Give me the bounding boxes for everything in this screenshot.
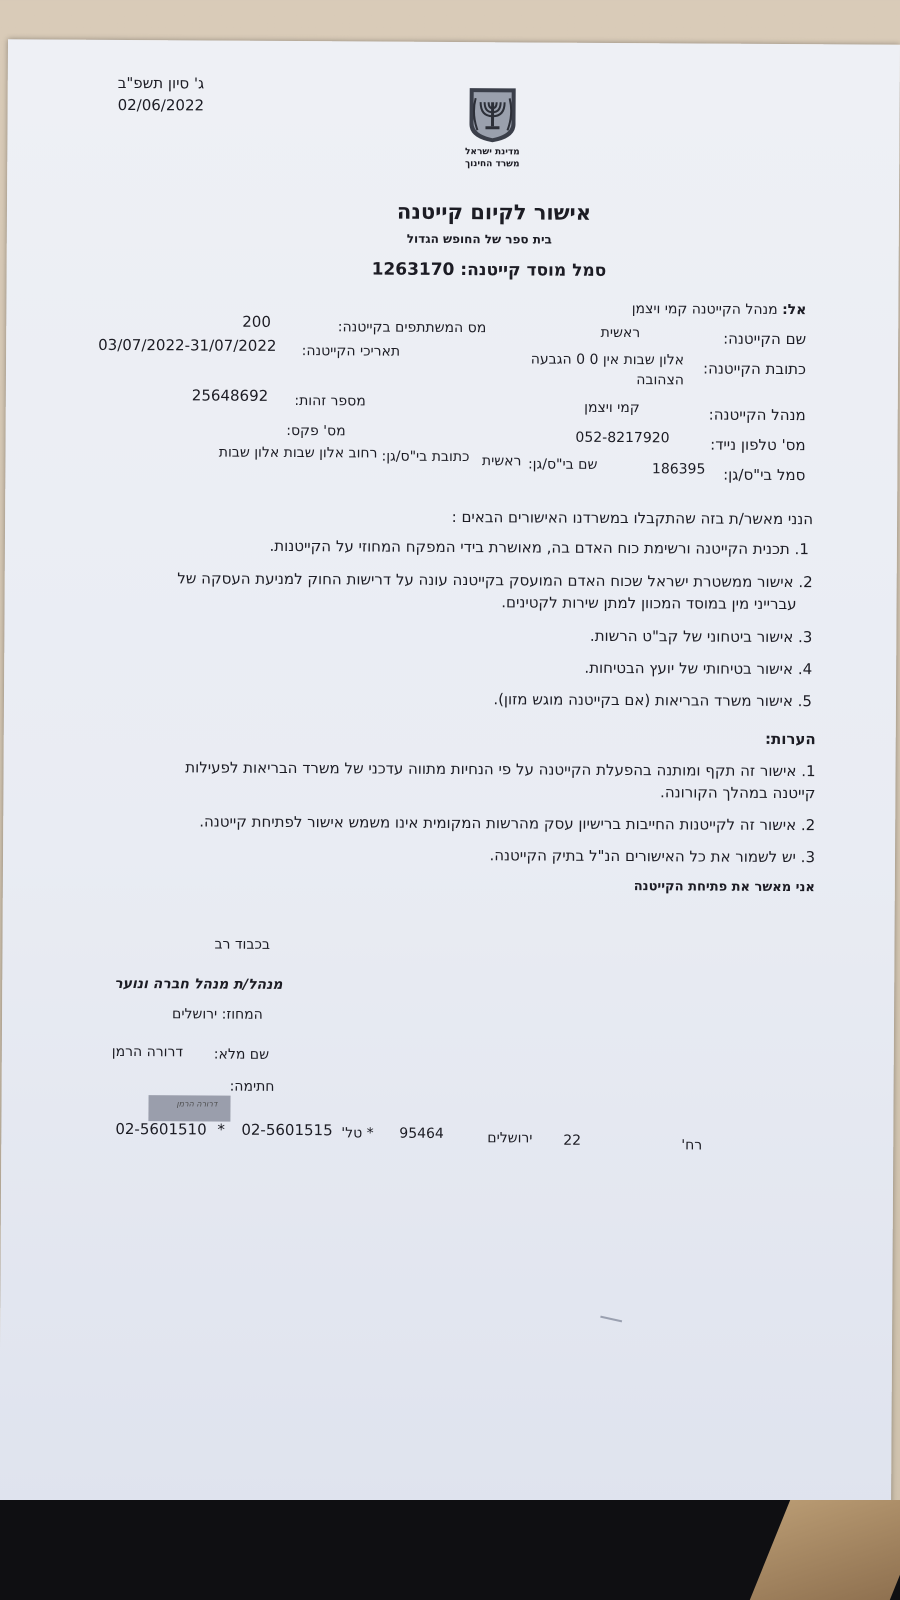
- footer-tel: 02-5601515: [241, 1120, 333, 1140]
- footer-tel-label: * טל': [341, 1125, 374, 1142]
- note-item-continued: קייטנה במהלך הקורונה.: [660, 783, 816, 803]
- footer-city: ירושלים: [487, 1130, 533, 1147]
- school-name-label: שם בי"ס/גן:: [527, 456, 598, 473]
- id-label: מספר זהות:: [294, 393, 366, 410]
- school-address-label: כתובת בי"ס/גן:: [381, 448, 470, 466]
- school-code-label: סמל בי"ס/גן:: [723, 465, 806, 485]
- document-page: [0, 39, 900, 1514]
- notes-label: הערות:: [764, 729, 816, 749]
- camp-address-label: כתובת הקייטנה:: [703, 359, 807, 379]
- approvals-intro: הנני מאשר/ת בזה שהתקבלו במשרדנו האישורים הבאים :: [451, 507, 814, 529]
- manager-value: קמי ויצמן: [584, 399, 640, 417]
- approval-item: 5. אישור משרד הבריאות (אם בקייטנה מוגש מזון).: [493, 690, 813, 711]
- footer-zip: 95464: [399, 1125, 444, 1142]
- note-item: 3. יש לשמור את כל האישורים הנ"ל בתיק הקייטנה.: [489, 846, 816, 867]
- school-address-value: רחוב אלון שבות אלון שבות: [218, 444, 378, 462]
- hebrew-date: ג' סיון תשפ"ב: [117, 73, 205, 93]
- mobile-value: 052-8217920: [575, 429, 670, 447]
- camp-name-value: ראשית: [600, 324, 641, 342]
- mobile-label: מס' טלפון נייד:: [710, 435, 806, 455]
- to-value: מנהל הקייטנה קמי ויצמן: [631, 301, 778, 318]
- footer-fax: 02-5601510: [115, 1119, 207, 1139]
- date: 02/06/2022: [117, 95, 205, 115]
- school-code-value: 186395: [651, 461, 706, 478]
- participants-value: 200: [242, 312, 271, 331]
- camp-dates-value: 03/07/2022-31/07/2022: [98, 335, 277, 355]
- camp-address-value-2: הצהובה: [636, 372, 684, 389]
- footer-street: רח': [681, 1137, 703, 1154]
- approval-item: 1. תכנית הקייטנה ורשימת כוח האדם בה, מאושרת בידי המפקח המחוזי על הקייטנות.: [269, 536, 809, 559]
- signer-role: מנהל/ת מנהל חברה ונוער: [114, 975, 283, 993]
- footer-number: 22: [563, 1132, 582, 1149]
- document-subtitle: בית ספר של החופש הגדול: [406, 231, 552, 247]
- note-item: 2. אישור זה לקייטנות החייבות ברישיון עסק מהרשות המקומית אינו משמש אישור לפתיחת קייטנה.: [199, 812, 816, 835]
- paper-crease: [600, 1316, 622, 1323]
- institution-code: סמל מוסד קייטנה: 1263170: [371, 259, 607, 281]
- footer-fax-separator: *: [217, 1120, 225, 1139]
- camp-name-label: שם הקייטנה:: [723, 329, 807, 349]
- school-name-value: ראשית: [481, 453, 522, 470]
- fax-label: מס' פקס:: [286, 422, 346, 440]
- document-title: אישור לקיום קייטנה: [396, 199, 592, 225]
- to-label: אל:: [782, 302, 807, 319]
- participants-label: מס המשתתפים בקייטנה:: [337, 319, 487, 337]
- emblem-caption: מדינת ישראל משרד החינוך: [464, 147, 520, 170]
- district: המחוז: ירושלים: [172, 1006, 263, 1023]
- approval-item: 2. אישור ממשטרת ישראל שכוח האדם המועסק בקייטנה עונה על דרישות החוק למניעת העסקה של: [177, 569, 813, 592]
- to-line: [632, 301, 807, 318]
- state-emblem-icon: [465, 84, 519, 144]
- approval-item: 4. אישור בטיחותי של יועץ הבטיחות.: [584, 658, 813, 679]
- note-item: 1. אישור זה תקף ומותנה בהפעלת הקייטנה על פי הנחיות מתווה עדכני של משרד הבריאות לפעילות: [185, 758, 816, 781]
- manager-label: מנהל הקייטנה:: [708, 405, 806, 425]
- full-name-label: שם מלא:: [213, 1046, 270, 1063]
- approval-item: 3. אישור ביטחוני של קב"ט הרשות.: [589, 626, 813, 647]
- camp-address-value-1: אלון שבות אין 0 0 הגבעה: [530, 351, 685, 369]
- regards: בכבוד רב: [214, 936, 271, 953]
- approval-item-continued: עברייני מין במוסד המכוון למתן שירות לקטינים.: [501, 593, 797, 614]
- handwritten-signature: דרורה הרמן: [148, 1095, 230, 1122]
- approve-opening-line: אני מאשר את פתיחת הקייטנה: [633, 879, 815, 896]
- signature-label: חתימה:: [229, 1078, 275, 1095]
- id-value: 25648692: [191, 386, 269, 405]
- camp-dates-label: תאריכי הקייטנה:: [301, 343, 401, 360]
- full-name-value: דרורה הרמן: [111, 1043, 184, 1061]
